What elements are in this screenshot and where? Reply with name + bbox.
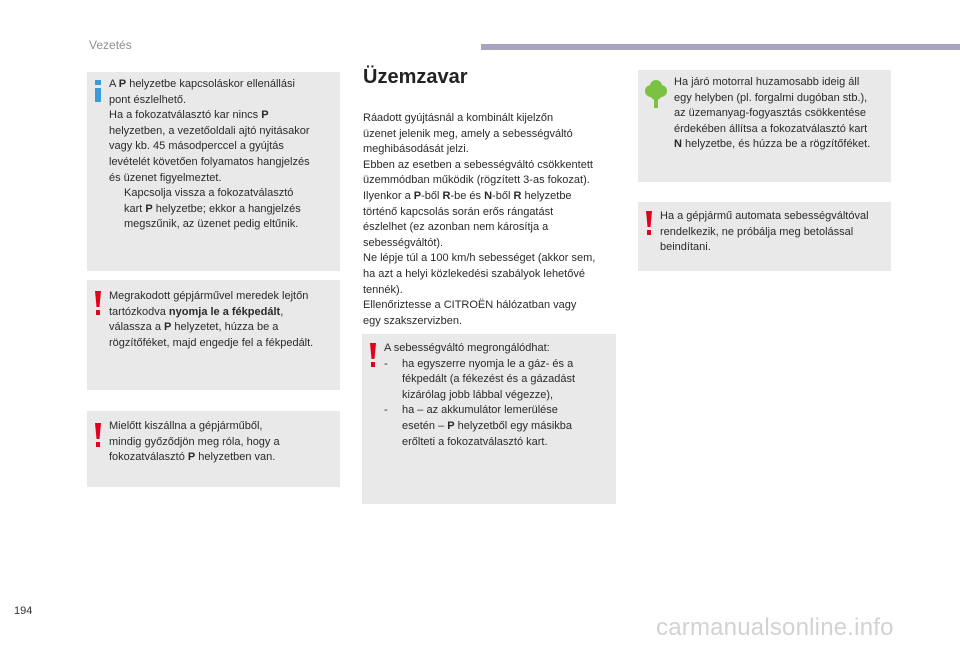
info-box — [87, 72, 340, 271]
eco-line: az üzemanyag-fogyasztás csökkentése — [674, 107, 866, 120]
warning-icon — [369, 343, 377, 367]
warning-line: Ha a gépjármű automata sebességváltóval — [660, 210, 869, 222]
eco-line: egy helyben (pl. forgalmi dugóban stb.), — [674, 91, 868, 104]
dash-item: - ha – az akkumulátor lemerülése esetén – P helyzetből egy másikba erőlteti a fokozatválasztó kart. — [384, 404, 573, 448]
warning-line: tartózkodva nyomja le a fékpedált, — [109, 305, 284, 318]
info-line: levételét követően folyamatos hangjelzés — [109, 155, 310, 168]
eco-line: N helyzetbe, és húzza be a rögzítőféket. — [674, 138, 871, 151]
warning-icon — [94, 423, 102, 447]
eco-tree-icon — [644, 80, 668, 108]
warning-box-exit — [87, 411, 340, 487]
section-title: Üzemzavar — [363, 66, 468, 88]
warning-line: Megrakodott gépjárművel meredek lejtőn — [109, 290, 309, 302]
eco-line: Ha járó motorral huzamosabb ideig áll — [674, 76, 860, 88]
info-line: A P helyzetbe kapcsoláskor ellenállási — [109, 78, 295, 90]
warning-line: válassza a P helyzetet, húzza be a — [109, 321, 279, 334]
action-bullet: Kapcsolja vissza a fokozatválasztó kart P helyzetbe; ekkor a hangjelzés megszűnik, az üzenet pedig eltűnik. — [124, 187, 301, 231]
info-line: helyzetben, a vezetőoldali ajtó nyitásakor — [109, 124, 310, 137]
warning-box-push-start — [638, 202, 891, 271]
warning-icon — [94, 291, 102, 315]
eco-tip-box — [638, 70, 891, 182]
warning-box-slope — [87, 280, 340, 390]
header-bar — [481, 44, 960, 50]
warning-line: rögzítőféket, majd engedje fel a fékpedált. — [109, 336, 314, 349]
warning-line: beindítani. — [660, 241, 711, 254]
warning-line: Mielőtt kiszállna a gépjárműből, — [109, 420, 263, 432]
page-number: 194 — [14, 605, 33, 617]
warning-icon — [645, 211, 653, 235]
warning-box-gearbox-damage — [362, 334, 616, 504]
info-icon — [94, 80, 102, 102]
info-line: pont észlelhető. — [109, 93, 187, 106]
malfunction-body-text: Ráadott gyújtásnál a kombinált kijelzőn üzenet jelenik meg, amely a sebességváltó meghibásodását jelzi. Ebben az esetben a sebességváltó csökkentett üzemmódban működik (rögzített 3-as fokozat). Ilyenkor a P-ből R-be és N-ből R helyzetbe történő kapcsolás során erős rángatást észlelhet (ez azonban nem károsítja a sebességváltót). Ne lépje túl a 100 km/h sebességet (akkor sem, ha azt a helyi közlekedési szabályok lehetővé tennék). Ellenőriztesse a CITROËN hálózatban vagy egy szakszervizben. — [363, 112, 596, 327]
eco-line: érdekében állítsa a fokozatválasztó kart — [674, 122, 868, 135]
warning-line: rendelkezik, ne próbálja meg betolással — [660, 225, 854, 238]
warning-line: A sebességváltó megrongálódhat: — [384, 342, 550, 354]
section-header-title: Vezetés — [89, 38, 132, 52]
dash-item: - ha egyszerre nyomja le a gáz- és a fékpedált (a fékezést és a gázadást kizárólag jobb lábbal végezze), — [384, 357, 576, 401]
warning-line: fokozatválasztó P helyzetben van. — [109, 451, 276, 464]
info-line: vagy kb. 45 másodperccel a gyújtás — [109, 140, 284, 153]
watermark: carmanualsonline.info — [656, 614, 894, 641]
info-line: Ha a fokozatválasztó kar nincs P — [109, 109, 269, 122]
info-line: és üzenet figyelmeztet. — [109, 171, 222, 184]
warning-line: mindig győződjön meg róla, hogy a — [109, 435, 280, 448]
